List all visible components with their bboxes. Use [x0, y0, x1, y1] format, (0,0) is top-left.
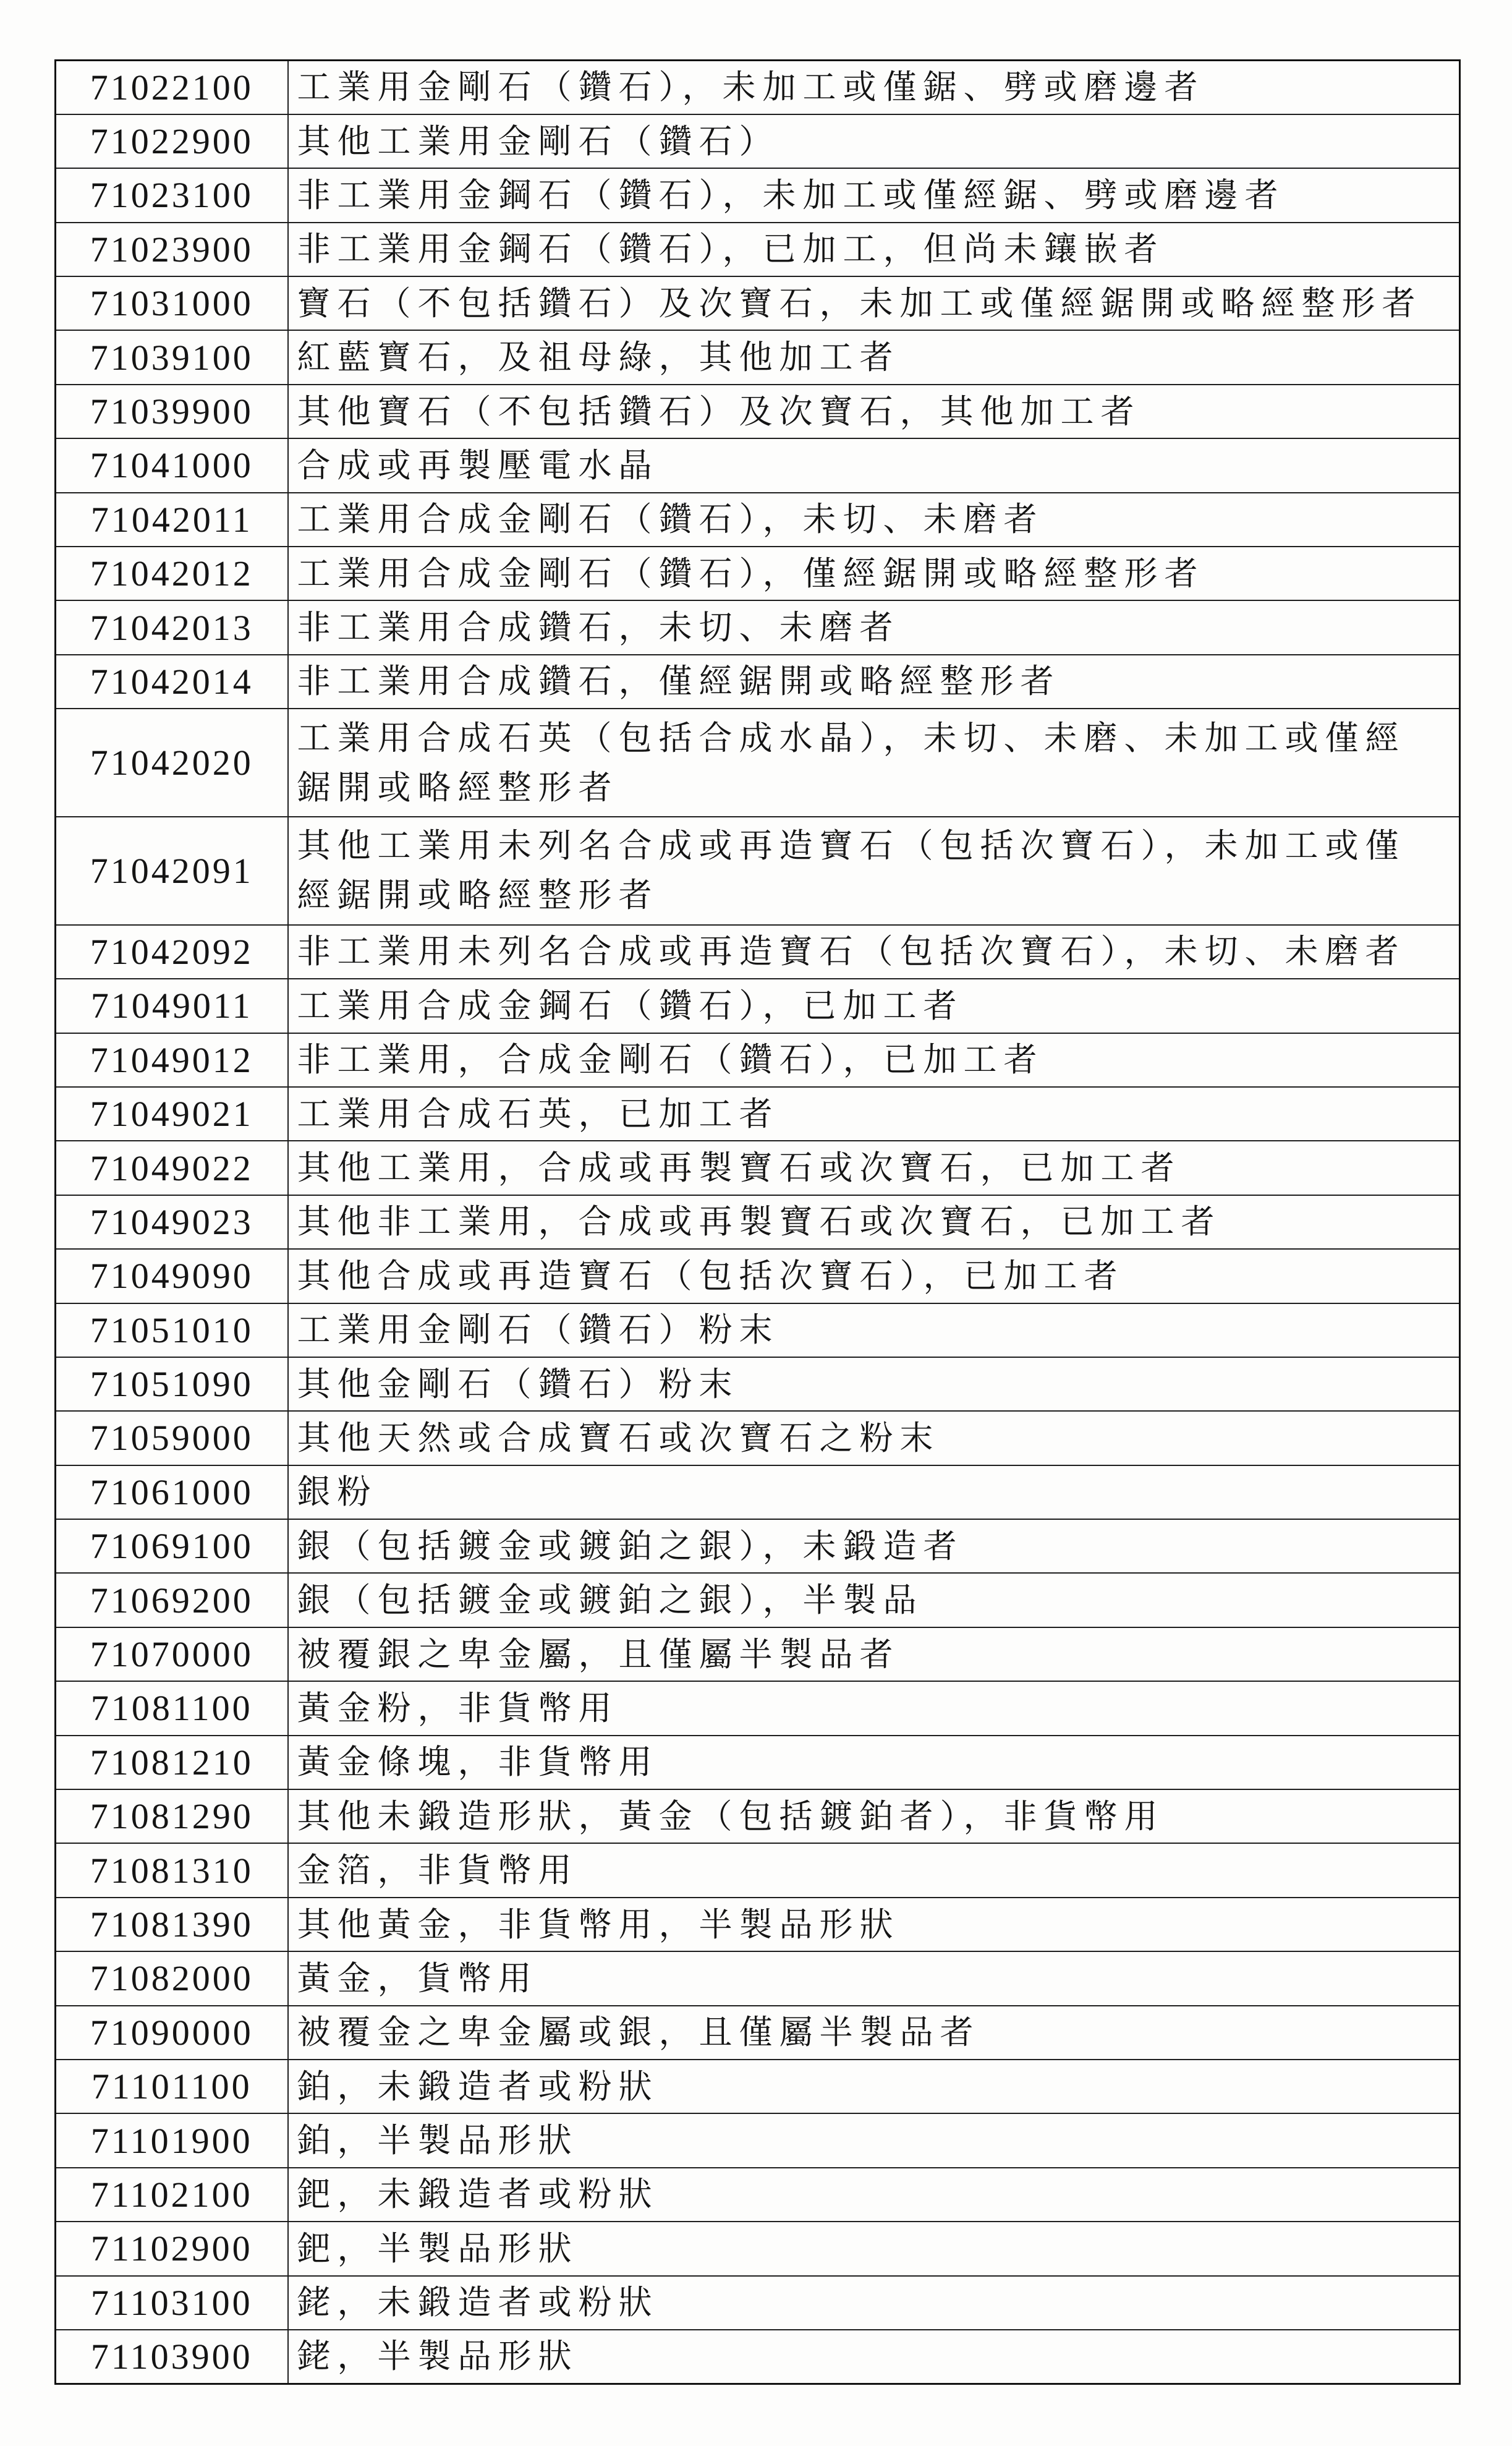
hs-code-cell: 71042091 — [56, 817, 288, 925]
description-cell — [288, 1519, 1460, 1573]
description-line: 其他寶石（不包括鑽石）及次寶石，其他加工者 — [297, 393, 1141, 430]
table-row — [56, 1573, 1460, 1627]
table-row — [56, 61, 1460, 114]
table-row — [56, 2330, 1460, 2384]
hs-code-cell: 71041000 — [56, 438, 288, 492]
table-row — [56, 114, 1460, 168]
table-row — [56, 1465, 1460, 1519]
hs-code-table — [54, 59, 1461, 2385]
description-line: 非工業用金鋼石（鑽石），已加工，但尚未鑲嵌者 — [297, 231, 1165, 268]
description-cell — [288, 61, 1460, 114]
hs-code-cell: 71102100 — [56, 2168, 288, 2222]
description-line: 其他非工業用，合成或再製寶石或次寶石，已加工者 — [297, 1203, 1221, 1241]
hs-code-cell: 71081290 — [56, 1789, 288, 1843]
description-cell — [288, 2006, 1460, 2060]
description-line: 其他黃金，非貨幣用，半製品形狀 — [297, 1906, 900, 1943]
table-row — [56, 276, 1460, 330]
description-line: 非工業用合成鑽石，未切、未磨者 — [297, 609, 900, 647]
description-cell — [288, 114, 1460, 168]
description-line: 鈀，未鍛造者或粉狀 — [297, 2176, 659, 2214]
description-line: 寶石（不包括鑽石）及次寶石，未加工或僅經鋸開或略經整形者 — [297, 284, 1422, 322]
hs-code-cell: 71039100 — [56, 330, 288, 384]
description-cell — [288, 276, 1460, 330]
hs-code-cell: 71081100 — [56, 1681, 288, 1735]
description-line: 黃金條塊，非貨幣用 — [297, 1744, 659, 1781]
table-row — [56, 1303, 1460, 1357]
table-row — [56, 1195, 1460, 1249]
description-line: 鈀，半製品形狀 — [297, 2230, 579, 2267]
description-line: 其他合成或再造寶石（包括次寶石），已加工者 — [297, 1257, 1124, 1295]
hs-code-cell: 71070000 — [56, 1627, 288, 1681]
hs-code-cell: 71061000 — [56, 1465, 288, 1519]
description-cell — [288, 330, 1460, 384]
description-cell — [288, 1141, 1460, 1195]
hs-code-cell: 71022100 — [56, 61, 288, 114]
table-row — [56, 2168, 1460, 2222]
table-row — [56, 979, 1460, 1033]
description-line: 銀（包括鍍金或鍍鉑之銀），半製品 — [297, 1582, 924, 1619]
description-line: 銠，未鍛造者或粉狀 — [297, 2284, 659, 2322]
description-cell — [288, 1736, 1460, 1789]
description-cell — [288, 1627, 1460, 1681]
description-cell — [288, 925, 1460, 979]
description-cell — [288, 1843, 1460, 1897]
description-cell — [288, 493, 1460, 547]
description-cell — [288, 1465, 1460, 1519]
description-line: 黃金，貨幣用 — [297, 1959, 538, 1997]
hs-code-cell: 71039900 — [56, 385, 288, 438]
hs-code-cell: 71049011 — [56, 979, 288, 1033]
description-cell — [288, 1195, 1460, 1249]
description-cell — [288, 2060, 1460, 2113]
description-cell — [288, 1789, 1460, 1843]
table-row — [56, 2113, 1460, 2167]
table-row — [56, 168, 1460, 222]
table-row — [56, 1249, 1460, 1303]
description-cell — [288, 600, 1460, 654]
description-line: 工業用合成金剛石（鑽石），未切、未磨者 — [297, 501, 1044, 539]
description-cell — [288, 2276, 1460, 2330]
table-row — [56, 600, 1460, 654]
description-line: 工業用合成石英（包括合成水晶），未切、未磨、未加工或僅經 — [297, 719, 1406, 757]
description-cell — [288, 1411, 1460, 1465]
table-row — [56, 1141, 1460, 1195]
hs-code-cell: 71101900 — [56, 2113, 288, 2167]
table-row — [56, 2222, 1460, 2275]
description-line: 工業用合成金鋼石（鑽石），已加工者 — [297, 987, 964, 1025]
description-line: 銀粉 — [297, 1473, 378, 1511]
hs-code-cell: 71042020 — [56, 709, 288, 817]
description-line: 其他天然或合成寶石或次寶石之粉末 — [297, 1419, 940, 1457]
table-row — [56, 709, 1460, 817]
hs-code-cell: 71042012 — [56, 547, 288, 600]
table-row — [56, 2006, 1460, 2060]
description-line: 金箔，非貨幣用 — [297, 1852, 579, 1890]
hs-code-cell: 71090000 — [56, 2006, 288, 2060]
hs-code-cell: 71049022 — [56, 1141, 288, 1195]
description-line: 鉑，半製品形狀 — [297, 2122, 579, 2160]
description-line: 非工業用未列名合成或再造寶石（包括次寶石），未切、未磨者 — [297, 933, 1406, 971]
hs-code-cell: 71049023 — [56, 1195, 288, 1249]
description-cell — [288, 223, 1460, 276]
description-cell — [288, 1951, 1460, 2005]
description-cell — [288, 655, 1460, 709]
table-row — [56, 1898, 1460, 1951]
description-line: 合成或再製壓電水晶 — [297, 446, 659, 484]
table-row — [56, 547, 1460, 600]
table-row — [56, 1033, 1460, 1087]
description-line: 其他未鍛造形狀，黃金（包括鍍鉑者），非貨幣用 — [297, 1797, 1165, 1835]
description-line: 其他工業用，合成或再製寶石或次寶石，已加工者 — [297, 1149, 1181, 1187]
table-row — [56, 1087, 1460, 1141]
description-cell — [288, 1249, 1460, 1303]
description-cell — [288, 1033, 1460, 1087]
description-cell — [288, 1357, 1460, 1411]
hs-code-cell: 71022900 — [56, 114, 288, 168]
description-cell — [288, 1898, 1460, 1951]
description-cell — [288, 385, 1460, 438]
table-row — [56, 2060, 1460, 2113]
description-line: 黃金粉，非貨幣用 — [297, 1689, 619, 1727]
table-row — [56, 1843, 1460, 1897]
hs-code-cell: 71081210 — [56, 1736, 288, 1789]
table-row — [56, 438, 1460, 492]
hs-code-cell: 71049012 — [56, 1033, 288, 1087]
description-line: 非工業用合成鑽石，僅經鋸開或略經整形者 — [297, 663, 1061, 701]
description-cell — [288, 2330, 1460, 2384]
table-row — [56, 1627, 1460, 1681]
description-cell — [288, 2168, 1460, 2222]
description-line: 鉑，未鍛造者或粉狀 — [297, 2068, 659, 2105]
hs-code-cell: 71059000 — [56, 1411, 288, 1465]
description-line: 銠，半製品形狀 — [297, 2338, 579, 2376]
table-row — [56, 1789, 1460, 1843]
description-line: 其他工業用未列名合成或再造寶石（包括次寶石），未加工或僅 — [297, 827, 1406, 865]
table-row — [56, 385, 1460, 438]
hs-code-cell: 71042013 — [56, 600, 288, 654]
description-cell — [288, 2222, 1460, 2275]
description-line: 鋸開或略經整形者 — [297, 769, 619, 806]
hs-code-cell: 71049090 — [56, 1249, 288, 1303]
description-line: 工業用合成金剛石（鑽石），僅經鋸開或略經整形者 — [297, 555, 1205, 592]
hs-code-cell: 71023900 — [56, 223, 288, 276]
table-row — [56, 1736, 1460, 1789]
description-cell — [288, 168, 1460, 222]
table-row — [56, 2276, 1460, 2330]
table-row — [56, 1951, 1460, 2005]
hs-code-cell: 71042092 — [56, 925, 288, 979]
hs-code-cell: 71103900 — [56, 2330, 288, 2384]
description-line: 工業用金剛石（鑽石），未加工或僅鋸、劈或磨邊者 — [297, 69, 1205, 106]
table-row — [56, 925, 1460, 979]
hs-code-cell: 71082000 — [56, 1951, 288, 2005]
hs-code-cell: 71031000 — [56, 276, 288, 330]
description-line: 被覆銀之卑金屬，且僅屬半製品者 — [297, 1635, 900, 1673]
hs-code-cell: 71101100 — [56, 2060, 288, 2113]
description-cell — [288, 1303, 1460, 1357]
description-cell — [288, 979, 1460, 1033]
description-line: 其他工業用金剛石（鑽石） — [297, 122, 779, 160]
hs-code-cell: 71042014 — [56, 655, 288, 709]
table-row — [56, 1681, 1460, 1735]
table-row — [56, 330, 1460, 384]
description-cell — [288, 1681, 1460, 1735]
hs-code-cell: 71069100 — [56, 1519, 288, 1573]
description-line: 非工業用金鋼石（鑽石），未加工或僅經鋸、劈或磨邊者 — [297, 176, 1285, 214]
description-cell — [288, 2113, 1460, 2167]
table-row — [56, 655, 1460, 709]
hs-code-cell: 71051090 — [56, 1357, 288, 1411]
hs-code-cell: 71069200 — [56, 1573, 288, 1627]
hs-code-cell: 71023100 — [56, 168, 288, 222]
description-cell — [288, 709, 1460, 817]
table-row — [56, 223, 1460, 276]
description-cell — [288, 438, 1460, 492]
hs-code-cell: 71051010 — [56, 1303, 288, 1357]
hs-code-cell: 71102900 — [56, 2222, 288, 2275]
hs-code-cell: 71081310 — [56, 1843, 288, 1897]
description-line: 其他金剛石（鑽石）粉末 — [297, 1365, 739, 1403]
description-line: 被覆金之卑金屬或銀，且僅屬半製品者 — [297, 2014, 980, 2052]
hs-code-cell: 71081390 — [56, 1898, 288, 1951]
table-row — [56, 817, 1460, 925]
description-line: 非工業用，合成金剛石（鑽石），已加工者 — [297, 1041, 1044, 1079]
table-row — [56, 1411, 1460, 1465]
description-line: 經鋸開或略經整形者 — [297, 877, 659, 914]
description-line: 工業用金剛石（鑽石）粉末 — [297, 1311, 779, 1349]
table-row — [56, 1519, 1460, 1573]
table-row — [56, 493, 1460, 547]
description-cell — [288, 1087, 1460, 1141]
description-line: 銀（包括鍍金或鍍鉑之銀），未鍛造者 — [297, 1527, 964, 1565]
hs-table-body — [56, 61, 1460, 2384]
description-cell — [288, 1573, 1460, 1627]
hs-code-cell: 71049021 — [56, 1087, 288, 1141]
description-line: 紅藍寶石，及祖母綠，其他加工者 — [297, 339, 900, 377]
table-row — [56, 1357, 1460, 1411]
description-cell — [288, 817, 1460, 925]
hs-code-cell: 71042011 — [56, 493, 288, 547]
description-line: 工業用合成石英，已加工者 — [297, 1095, 779, 1133]
description-cell — [288, 547, 1460, 600]
hs-code-cell: 71103100 — [56, 2276, 288, 2330]
